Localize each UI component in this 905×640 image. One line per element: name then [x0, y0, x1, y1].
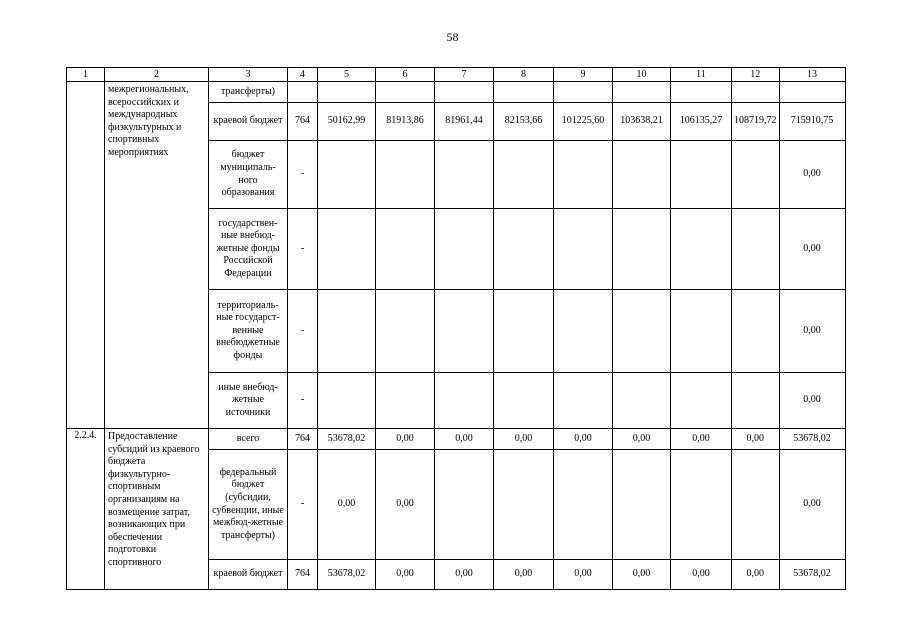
- funding-source: всего: [209, 429, 288, 450]
- value-cell: [554, 450, 613, 560]
- funding-source: бюджет муниципаль-ного образования: [209, 141, 288, 209]
- value-cell: 0,00: [494, 429, 554, 450]
- header-row: [67, 68, 846, 82]
- value-cell: 81961,44: [435, 103, 494, 141]
- funding-source: территориаль-ные государст-венные внебюджетные фонды: [209, 290, 288, 373]
- value-cell: [671, 373, 732, 429]
- value-cell: 53678,02: [779, 429, 845, 450]
- value-cell: 53678,02: [318, 429, 376, 450]
- value-cell: 0,00: [779, 373, 845, 429]
- value-cell: 0,00: [732, 429, 780, 450]
- value-cell: [554, 209, 613, 290]
- value-cell: [671, 141, 732, 209]
- value-cell: [494, 141, 554, 209]
- budget-code: 764: [288, 103, 318, 141]
- value-cell: 0,00: [554, 429, 613, 450]
- value-cell: [318, 209, 376, 290]
- column-header: 10: [613, 68, 671, 82]
- column-header: 8: [494, 68, 554, 82]
- value-cell: [613, 450, 671, 560]
- value-cell: 0,00: [779, 209, 845, 290]
- value-cell: [318, 141, 376, 209]
- column-header: 6: [376, 68, 435, 82]
- value-cell: 0,00: [435, 429, 494, 450]
- value-cell: 0,00: [779, 141, 845, 209]
- value-cell: 715910,75: [779, 103, 845, 141]
- value-cell: 81913,86: [376, 103, 435, 141]
- value-cell: [435, 450, 494, 560]
- budget-code: -: [288, 450, 318, 560]
- value-cell: [376, 373, 435, 429]
- value-cell: [494, 290, 554, 373]
- section-name: межрегиональных, всероссийских и международных физкультурных и спортивных мероприятиях: [105, 82, 209, 429]
- funding-source: краевой бюджет: [209, 103, 288, 141]
- column-header: 12: [732, 68, 780, 82]
- value-cell: [732, 141, 780, 209]
- value-cell: 0,00: [376, 429, 435, 450]
- value-cell: 101225,60: [554, 103, 613, 141]
- budget-code: -: [288, 209, 318, 290]
- value-cell: 0,00: [613, 429, 671, 450]
- value-cell: [494, 450, 554, 560]
- value-cell: [376, 209, 435, 290]
- value-cell: 0,00: [779, 450, 845, 560]
- value-cell: [671, 209, 732, 290]
- value-cell: 0,00: [494, 560, 554, 590]
- table-row: [67, 82, 846, 103]
- section-name: Предоставление субсидий из краевого бюджета физкультурно-спортивным организациям на возмещение затрат, возникающих при обеспечении подготовки спортивного: [105, 429, 209, 590]
- funding-source: государствен-ные внебюд-жетные фонды Российской Федерации: [209, 209, 288, 290]
- budget-code: -: [288, 290, 318, 373]
- value-cell: [613, 82, 671, 103]
- value-cell: [435, 373, 494, 429]
- column-header: 1: [67, 68, 105, 82]
- value-cell: [732, 209, 780, 290]
- value-cell: [318, 290, 376, 373]
- value-cell: 106135,27: [671, 103, 732, 141]
- column-header: 11: [671, 68, 732, 82]
- funding-source: федеральный бюджет (субсидии, субвенции, иные межбюд-жетные трансферты): [209, 450, 288, 560]
- section-number: [67, 82, 105, 429]
- page-number: 58: [446, 30, 459, 44]
- budget-code: -: [288, 373, 318, 429]
- value-cell: 0,00: [613, 560, 671, 590]
- budget-code: 764: [288, 560, 318, 590]
- value-cell: [779, 82, 845, 103]
- column-header: 7: [435, 68, 494, 82]
- value-cell: [671, 82, 732, 103]
- value-cell: [732, 290, 780, 373]
- value-cell: [554, 290, 613, 373]
- value-cell: [613, 141, 671, 209]
- value-cell: 0,00: [732, 560, 780, 590]
- value-cell: 0,00: [554, 560, 613, 590]
- column-header: 5: [318, 68, 376, 82]
- value-cell: 53678,02: [779, 560, 845, 590]
- value-cell: [435, 82, 494, 103]
- value-cell: [613, 373, 671, 429]
- value-cell: [318, 373, 376, 429]
- value-cell: 0,00: [376, 450, 435, 560]
- value-cell: [732, 82, 780, 103]
- value-cell: 53678,02: [318, 560, 376, 590]
- value-cell: [376, 82, 435, 103]
- value-cell: 0,00: [779, 290, 845, 373]
- column-header: 4: [288, 68, 318, 82]
- value-cell: [554, 373, 613, 429]
- value-cell: 0,00: [318, 450, 376, 560]
- value-cell: [613, 209, 671, 290]
- value-cell: 0,00: [435, 560, 494, 590]
- value-cell: [376, 141, 435, 209]
- funding-source: трансферты): [209, 82, 288, 103]
- value-cell: [494, 373, 554, 429]
- value-cell: [435, 141, 494, 209]
- value-cell: 103638,21: [613, 103, 671, 141]
- value-cell: [554, 141, 613, 209]
- value-cell: 0,00: [671, 429, 732, 450]
- value-cell: 82153,66: [494, 103, 554, 141]
- value-cell: 50162,99: [318, 103, 376, 141]
- table-row: [67, 429, 846, 450]
- value-cell: 108719,72: [732, 103, 780, 141]
- budget-code: [288, 82, 318, 103]
- value-cell: [435, 290, 494, 373]
- budget-table: [66, 67, 846, 590]
- value-cell: [494, 82, 554, 103]
- column-header: 13: [779, 68, 845, 82]
- value-cell: [671, 290, 732, 373]
- value-cell: [318, 82, 376, 103]
- value-cell: [435, 209, 494, 290]
- value-cell: [554, 82, 613, 103]
- section-number: 2.2.4.: [67, 429, 105, 590]
- value-cell: [671, 450, 732, 560]
- column-header: 3: [209, 68, 288, 82]
- funding-source: краевой бюджет: [209, 560, 288, 590]
- value-cell: [732, 450, 780, 560]
- budget-code: 764: [288, 429, 318, 450]
- value-cell: [613, 290, 671, 373]
- value-cell: [732, 373, 780, 429]
- column-header: 2: [105, 68, 209, 82]
- column-header: 9: [554, 68, 613, 82]
- budget-code: -: [288, 141, 318, 209]
- value-cell: [376, 290, 435, 373]
- funding-source: иные внебюд-жетные источники: [209, 373, 288, 429]
- value-cell: [494, 209, 554, 290]
- value-cell: 0,00: [376, 560, 435, 590]
- value-cell: 0,00: [671, 560, 732, 590]
